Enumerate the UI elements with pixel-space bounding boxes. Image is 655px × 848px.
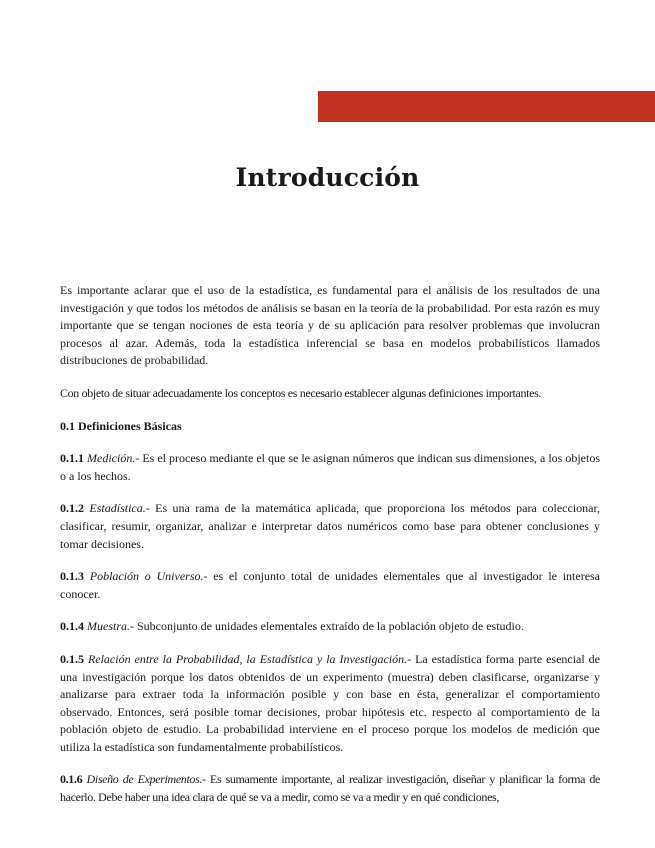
header-accent-bar <box>318 91 655 122</box>
definition-text: - Subconjunto de unidades elementales extraído de la población objeto de estudio. <box>130 619 524 634</box>
definition-term: Población o Universo. <box>89 569 204 584</box>
intro-paragraph: Es importante aclarar que el uso de la estadística, es fundamental para el análisis de los resultados de una investigación y que todos los métodos de análisis se basan en la teoría de la probabilidad. Por esta razón es muy importante que se tengan nociones de esta teoría y de su aplicación para resolver problemas que involucran procesos al azar. Además, toda la estadística inferencial se basa en modelos probabilísticos llamados distribuciones de probabilidad. <box>60 283 600 368</box>
definition-item <box>60 651 600 757</box>
definition-item <box>60 568 600 603</box>
definition-number: 0.1.2 <box>60 501 84 516</box>
definition-term: Muestra. <box>87 619 130 634</box>
definition-text: - Es el proceso mediante el que se le asignan números que indican sus dimensiones, a los objetos o a los hechos. <box>60 451 601 483</box>
definition-text: - Es sumamente importante, al realizar investigación, diseñar y planificar la forma de hacerlo. Debe haber una idea clara de qué se va a medir, como se va a medir y en qué condiciones, <box>60 772 600 805</box>
chapter-title: Introducción <box>235 163 420 192</box>
definitions-intro-paragraph: Con objeto de situar adecuadamente los conceptos es necesario establecer algunas definiciones importantes. <box>60 385 542 400</box>
definition-text: - es el conjunto total de unidades elementales que al investigador le interesa conocer. <box>60 569 601 601</box>
definition-number: 0.1.5 <box>60 651 84 666</box>
definition-term: Relación entre la Probabilidad, la Estadística y la Investigación. <box>87 651 408 666</box>
definition-number: 0.1.6 <box>60 772 83 787</box>
document-body <box>60 282 600 822</box>
definition-term: Estadística. <box>89 501 146 516</box>
definition-item <box>60 771 600 806</box>
section-heading: 0.1 Definiciones Básicas <box>60 418 182 433</box>
definition-item <box>60 450 600 485</box>
definition-term: Diseño de Experimentos. <box>86 772 203 787</box>
definition-number: 0.1.3 <box>60 569 84 584</box>
definition-item <box>60 500 600 553</box>
definition-text: - Es una rama de la matemática aplicada, que proporciona los métodos para coleccionar, clasificar, resumir, organizar, analizar e interpretar datos numéricos como base para obtener conclusiones y tomar decisiones. <box>60 501 601 551</box>
definition-number: 0.1.1 <box>60 451 84 466</box>
definition-term: Medición. <box>87 451 136 466</box>
definition-number: 0.1.4 <box>60 619 84 634</box>
definition-item <box>60 618 600 636</box>
definition-text: - La estadística forma parte esencial de una investigación porque los datos obtenidos de un experimento (muestra) deben clasificarse, organizarse y analizarse para extraer toda la información posible y con base en ésta, generalizar el comportamiento observado. Entonces, será posible tomar decisiones, probar hipótesis etc. respecto al comportamiento de la población objeto de estudio. La probabilidad interviene en el proceso porque los modelos de medición que utiliza la estadística son fundamentalmente probabilísticos. <box>60 651 600 754</box>
